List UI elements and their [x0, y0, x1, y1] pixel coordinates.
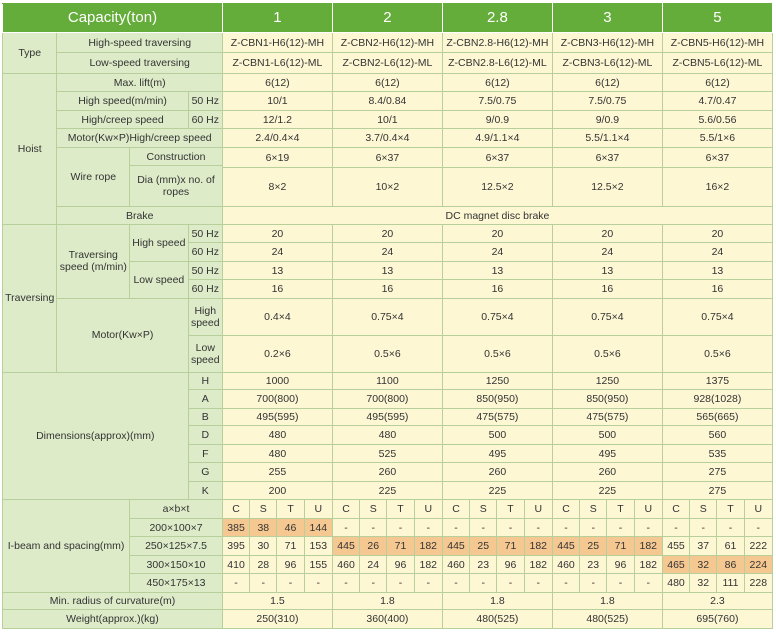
max-lift-value: 6(12) — [222, 73, 332, 92]
trav-motor-value: 0.5×6 — [662, 335, 772, 372]
ibeam-cell: 23 — [580, 555, 607, 574]
ibeam-cell: 111 — [717, 574, 744, 593]
hoist-speed-50-row — [3, 92, 773, 111]
ibeam-cell: - — [442, 518, 469, 537]
trav-speed-value: 13 — [442, 261, 552, 280]
max-lift-row — [3, 73, 773, 92]
type-value: Z-CBN5-H6(12)-MH — [662, 32, 772, 53]
type-value: Z-CBN2.8-H6(12)-MH — [442, 32, 552, 53]
ibeam-cell: 465 — [662, 555, 689, 574]
hz-60-label: 60 Hz — [188, 243, 222, 262]
dimension-value: 928(1028) — [662, 390, 772, 409]
ibeam-cell: 445 — [332, 537, 359, 556]
ibeam-cell: 46 — [277, 518, 304, 537]
ibeam-subheader: S — [250, 500, 277, 519]
capacity-5: 5 — [662, 4, 772, 33]
dimension-letter: B — [188, 408, 222, 425]
ibeam-subheader: S — [470, 500, 497, 519]
table-body — [3, 4, 773, 629]
hoist-motor-value: 4.9/1.1×4 — [442, 129, 552, 148]
hz-50-label: 50 Hz — [188, 261, 222, 280]
trav-speed-value: 13 — [552, 261, 662, 280]
trav-speed-value: 24 — [662, 243, 772, 262]
ibeam-cell: 460 — [442, 555, 469, 574]
ibeam-cell: - — [552, 518, 579, 537]
ibeam-cell: - — [360, 518, 387, 537]
type-value: Z-CBN1-H6(12)-MH — [222, 32, 332, 53]
dimension-value: 475(575) — [442, 408, 552, 425]
dimension-value: 225 — [442, 481, 552, 500]
ibeam-cell: - — [387, 574, 414, 593]
hz-60-label: 60 Hz — [188, 280, 222, 299]
trav-motor-value: 0.5×6 — [332, 335, 442, 372]
trav-speed-value: 20 — [552, 224, 662, 243]
ibeam-cell: 182 — [634, 537, 662, 556]
ibeam-cell: 28 — [250, 555, 277, 574]
trav-motor-value: 0.5×6 — [552, 335, 662, 372]
ibeam-cell: 182 — [414, 537, 442, 556]
min-radius-value: 1.8 — [332, 592, 442, 609]
dimension-value: 475(575) — [552, 408, 662, 425]
trav-motor-label: Motor(Kw×P) — [57, 298, 188, 372]
hoist-speed-value: 10/1 — [332, 110, 442, 129]
ibeam-label: I-beam and spacing(mm) — [3, 500, 130, 593]
ibeam-cell: 71 — [387, 537, 414, 556]
trav-motor-value: 0.5×6 — [442, 335, 552, 372]
ibeam-cell: 480 — [662, 574, 689, 593]
trav-speed-value: 16 — [552, 280, 662, 299]
brake-value: DC magnet disc brake — [222, 207, 772, 224]
dimension-value: 1000 — [222, 372, 332, 389]
max-lift-label: Max. lift(m) — [57, 73, 222, 92]
ibeam-cell: 96 — [497, 555, 524, 574]
construction-value: 6×37 — [442, 147, 552, 168]
hoist-speed-value: 9/0.9 — [552, 110, 662, 129]
dimension-value: 200 — [222, 481, 332, 500]
hoist-speed-value: 5.6/0.56 — [662, 110, 772, 129]
ibeam-cell: - — [662, 518, 689, 537]
trav-speed-value: 24 — [442, 243, 552, 262]
ibeam-cell: - — [277, 574, 304, 593]
dia-value: 10×2 — [332, 168, 442, 207]
ibeam-subheader: C — [332, 500, 359, 519]
ibeam-subheader: C — [662, 500, 689, 519]
hoist-speed-60-row — [3, 110, 773, 129]
min-radius-value: 1.8 — [442, 592, 552, 609]
axbxt-label: a×b×t — [130, 500, 223, 519]
trav-speed-value: 20 — [662, 224, 772, 243]
trav-motor-value: 0.2×6 — [222, 335, 332, 372]
dimension-value: 495 — [442, 444, 552, 463]
hoist-motor-value: 5.5/1×6 — [662, 129, 772, 148]
hoist-motor-value: 3.7/0.4×4 — [332, 129, 442, 148]
ibeam-cell: 96 — [277, 555, 304, 574]
ibeam-cell: 224 — [744, 555, 772, 574]
ibeam-subheader: T — [607, 500, 634, 519]
ibeam-cell: 32 — [690, 574, 717, 593]
header-row — [3, 4, 773, 33]
hoist-speed-value: 7.5/0.75 — [442, 92, 552, 111]
ibeam-cell: - — [497, 518, 524, 537]
dimension-value: 225 — [332, 481, 442, 500]
ibeam-subheader: U — [304, 500, 332, 519]
ibeam-cell: 23 — [470, 555, 497, 574]
dimension-letter: D — [188, 426, 222, 445]
construction-label: Construction — [130, 147, 223, 166]
trav-high-label: High speed — [130, 224, 189, 261]
ibeam-cell: - — [414, 574, 442, 593]
trav-motor-high-label: High speed — [188, 298, 222, 335]
brake-row — [3, 207, 773, 224]
ibeam-cell: - — [524, 574, 552, 593]
dimension-value: 495 — [552, 444, 662, 463]
trav-speed-value: 16 — [222, 280, 332, 299]
type-low-row — [3, 53, 773, 74]
capacity-3: 2.8 — [442, 4, 552, 33]
dimension-value: 1250 — [552, 372, 662, 389]
ibeam-cell: 153 — [304, 537, 332, 556]
hoist-speed-value: 9/0.9 — [442, 110, 552, 129]
max-lift-value: 6(12) — [442, 73, 552, 92]
dimension-value: 500 — [552, 426, 662, 445]
construction-value: 6×37 — [552, 147, 662, 168]
ibeam-cell: 445 — [442, 537, 469, 556]
dimension-value: 480 — [222, 444, 332, 463]
dimension-value: 495(595) — [332, 408, 442, 425]
trav-motor-value: 0.75×4 — [552, 298, 662, 335]
hoist-speed-value: 4.7/0.47 — [662, 92, 772, 111]
trav-speed-value: 16 — [332, 280, 442, 299]
min-radius-label: Min. radius of curvature(m) — [3, 592, 223, 609]
hz-50-label: 50 Hz — [188, 92, 222, 111]
dimension-value: 260 — [442, 463, 552, 482]
ibeam-cell: 71 — [497, 537, 524, 556]
trav-motor-value: 0.4×4 — [222, 298, 332, 335]
ibeam-cell: 32 — [690, 555, 717, 574]
max-lift-value: 6(12) — [552, 73, 662, 92]
construction-row — [3, 147, 773, 166]
trav-high-50-row — [3, 224, 773, 243]
ibeam-subheader: T — [387, 500, 414, 519]
ibeam-cell: 96 — [607, 555, 634, 574]
dimension-value: 480 — [332, 426, 442, 445]
dimension-value: 255 — [222, 463, 332, 482]
hoist-speed-value: 7.5/0.75 — [552, 92, 662, 111]
dimension-value: 850(950) — [552, 390, 662, 409]
trav-speed-value: 24 — [222, 243, 332, 262]
trav-speed-value: 20 — [442, 224, 552, 243]
trav-motor-high-row — [3, 298, 773, 335]
ibeam-subheader: C — [552, 500, 579, 519]
ibeam-size: 200×100×7 — [130, 518, 223, 537]
trav-speed-value: 20 — [332, 224, 442, 243]
ibeam-cell: - — [304, 574, 332, 593]
ibeam-subheader: U — [634, 500, 662, 519]
hoist-speed-value: 8.4/0.84 — [332, 92, 442, 111]
ibeam-cell: 86 — [717, 555, 744, 574]
hoist-label: Hoist — [3, 73, 57, 224]
ibeam-cell: 460 — [332, 555, 359, 574]
dimension-value: 700(800) — [332, 390, 442, 409]
weight-value: 480(525) — [442, 610, 552, 629]
weight-value: 480(525) — [552, 610, 662, 629]
trav-speed-value: 16 — [442, 280, 552, 299]
ibeam-cell: - — [442, 574, 469, 593]
ibeam-cell: - — [387, 518, 414, 537]
ibeam-cell: 30 — [250, 537, 277, 556]
ibeam-cell: - — [744, 518, 772, 537]
ibeam-cell: - — [524, 518, 552, 537]
max-lift-value: 6(12) — [662, 73, 772, 92]
dimension-value: 700(800) — [222, 390, 332, 409]
ibeam-cell: - — [332, 574, 359, 593]
ibeam-size: 250×125×7.5 — [130, 537, 223, 556]
dimension-letter: H — [188, 372, 222, 389]
creep-speed-label: High/creep speed — [57, 110, 188, 129]
weight-row — [3, 610, 773, 629]
min-radius-value: 1.8 — [552, 592, 662, 609]
ibeam-cell: - — [470, 574, 497, 593]
dimension-value: 535 — [662, 444, 772, 463]
ibeam-cell: 61 — [717, 537, 744, 556]
ibeam-cell: 182 — [524, 537, 552, 556]
trav-motor-value: 0.75×4 — [662, 298, 772, 335]
hoist-speed-value: 12/1.2 — [222, 110, 332, 129]
dimension-value: 1375 — [662, 372, 772, 389]
dia-value: 12.5×2 — [442, 168, 552, 207]
ibeam-cell: 222 — [744, 537, 772, 556]
ibeam-cell: 25 — [580, 537, 607, 556]
traversing-label: Traversing — [3, 224, 57, 372]
ibeam-cell: - — [332, 518, 359, 537]
dimension-value: 850(950) — [442, 390, 552, 409]
type-value: Z-CBN3-H6(12)-MH — [552, 32, 662, 53]
type-label: Type — [3, 32, 57, 73]
ibeam-cell: - — [607, 518, 634, 537]
max-lift-value: 6(12) — [332, 73, 442, 92]
trav-motor-value: 0.75×4 — [442, 298, 552, 335]
hz-50-label: 50 Hz — [188, 224, 222, 243]
dia-value: 12.5×2 — [552, 168, 662, 207]
dimension-value: 500 — [442, 426, 552, 445]
trav-speed-value: 20 — [222, 224, 332, 243]
dimension-letter: A — [188, 390, 222, 409]
dimension-value: 495(595) — [222, 408, 332, 425]
ibeam-cell: - — [634, 574, 662, 593]
min-radius-value: 1.5 — [222, 592, 332, 609]
ibeam-cell: 71 — [607, 537, 634, 556]
hoist-motor-row — [3, 129, 773, 148]
hoist-speed-value: 10/1 — [222, 92, 332, 111]
trav-speed-label: Traversing speed (m/min) — [57, 224, 130, 298]
dimension-letter: F — [188, 444, 222, 463]
dimension-letter: K — [188, 481, 222, 500]
trav-speed-value: 16 — [662, 280, 772, 299]
type-value: Z-CBN2-L6(12)-ML — [332, 53, 442, 74]
type-value: Z-CBN2.8-L6(12)-ML — [442, 53, 552, 74]
ibeam-subheader: U — [744, 500, 772, 519]
ibeam-header-row — [3, 500, 773, 519]
ibeam-cell: - — [717, 518, 744, 537]
dimension-value: 525 — [332, 444, 442, 463]
ibeam-size: 300×150×10 — [130, 555, 223, 574]
capacity-2: 2 — [332, 4, 442, 33]
high-speed-label: High speed(m/min) — [57, 92, 188, 111]
trav-motor-low-label: Low speed — [188, 335, 222, 372]
trav-speed-value: 24 — [332, 243, 442, 262]
ibeam-cell: 385 — [222, 518, 249, 537]
type-value: Z-CBN1-L6(12)-ML — [222, 53, 332, 74]
dimension-value: 1250 — [442, 372, 552, 389]
trav-motor-value: 0.75×4 — [332, 298, 442, 335]
trav-speed-value: 13 — [222, 261, 332, 280]
dia-value: 16×2 — [662, 168, 772, 207]
ibeam-subheader: C — [442, 500, 469, 519]
hoist-motor-value: 2.4/0.4×4 — [222, 129, 332, 148]
specification-table — [2, 3, 773, 629]
hz-60-label: 60 Hz — [188, 110, 222, 129]
ibeam-subheader: S — [580, 500, 607, 519]
ibeam-cell: - — [222, 574, 249, 593]
construction-value: 6×37 — [332, 147, 442, 168]
type-value: Z-CBN5-L6(12)-ML — [662, 53, 772, 74]
min-radius-row — [3, 592, 773, 609]
ibeam-cell: - — [250, 574, 277, 593]
dimensions-label: Dimensions(approx)(mm) — [3, 372, 189, 499]
weight-value: 250(310) — [222, 610, 332, 629]
dimension-value: 225 — [552, 481, 662, 500]
construction-value: 6×19 — [222, 147, 332, 168]
ibeam-cell: - — [552, 574, 579, 593]
ibeam-cell: - — [414, 518, 442, 537]
ibeam-cell: 445 — [552, 537, 579, 556]
dia-label: Dia (mm)x no. of ropes — [130, 166, 223, 207]
capacity-1: 1 — [222, 4, 332, 33]
dimension-value: 275 — [662, 481, 772, 500]
weight-value: 695(760) — [662, 610, 772, 629]
wire-rope-label: Wire rope — [57, 147, 130, 207]
ibeam-cell: 26 — [360, 537, 387, 556]
dimension-letter: G — [188, 463, 222, 482]
ibeam-cell: - — [360, 574, 387, 593]
trav-speed-value: 13 — [662, 261, 772, 280]
dimension-value: 260 — [332, 463, 442, 482]
min-radius-value: 2.3 — [662, 592, 772, 609]
ibeam-size: 450×175×13 — [130, 574, 223, 593]
dimension-value: 480 — [222, 426, 332, 445]
hoist-motor-label: Motor(Kw×P)High/creep speed — [57, 129, 222, 148]
ibeam-cell: 71 — [277, 537, 304, 556]
trav-speed-value: 13 — [332, 261, 442, 280]
capacity-header: Capacity(ton) — [3, 4, 223, 33]
ibeam-cell: - — [497, 574, 524, 593]
ibeam-cell: 410 — [222, 555, 249, 574]
ibeam-cell: 96 — [387, 555, 414, 574]
ibeam-cell: - — [580, 574, 607, 593]
dia-value: 8×2 — [222, 168, 332, 207]
ibeam-cell: - — [607, 574, 634, 593]
ibeam-cell: 25 — [470, 537, 497, 556]
ibeam-cell: 460 — [552, 555, 579, 574]
ibeam-cell: - — [580, 518, 607, 537]
ibeam-cell: 228 — [744, 574, 772, 593]
dimension-value: 275 — [662, 463, 772, 482]
ibeam-cell: 455 — [662, 537, 689, 556]
ibeam-cell: 182 — [634, 555, 662, 574]
ibeam-subheader: T — [277, 500, 304, 519]
dimension-value: 260 — [552, 463, 662, 482]
ibeam-subheader: S — [690, 500, 717, 519]
ibeam-cell: 182 — [524, 555, 552, 574]
ibeam-cell: 38 — [250, 518, 277, 537]
hoist-motor-value: 5.5/1.1×4 — [552, 129, 662, 148]
construction-value: 6×37 — [662, 147, 772, 168]
weight-label: Weight(approx.)(kg) — [3, 610, 223, 629]
ibeam-subheader: U — [524, 500, 552, 519]
brake-label: Brake — [57, 207, 222, 224]
ibeam-subheader: U — [414, 500, 442, 519]
dimension-value: 560 — [662, 426, 772, 445]
trav-speed-value: 24 — [552, 243, 662, 262]
ibeam-subheader: T — [717, 500, 744, 519]
trav-low-label: Low speed — [130, 261, 189, 298]
ibeam-subheader: S — [360, 500, 387, 519]
type-value: Z-CBN2-H6(12)-MH — [332, 32, 442, 53]
ibeam-cell: 37 — [690, 537, 717, 556]
capacity-4: 3 — [552, 4, 662, 33]
ibeam-subheader: C — [222, 500, 249, 519]
type-value: Z-CBN3-L6(12)-ML — [552, 53, 662, 74]
ibeam-cell: - — [470, 518, 497, 537]
ibeam-cell: 182 — [414, 555, 442, 574]
ibeam-cell: - — [634, 518, 662, 537]
dimension-value: 1100 — [332, 372, 442, 389]
ibeam-cell: 144 — [304, 518, 332, 537]
ibeam-cell: 395 — [222, 537, 249, 556]
ibeam-cell: 24 — [360, 555, 387, 574]
ibeam-cell: - — [690, 518, 717, 537]
type-low-label: Low-speed traversing — [57, 53, 222, 74]
type-high-label: High-speed traversing — [57, 32, 222, 53]
ibeam-cell: 155 — [304, 555, 332, 574]
dimension-row — [3, 372, 773, 389]
ibeam-subheader: T — [497, 500, 524, 519]
weight-value: 360(400) — [332, 610, 442, 629]
dimension-value: 565(665) — [662, 408, 772, 425]
type-high-row — [3, 32, 773, 53]
